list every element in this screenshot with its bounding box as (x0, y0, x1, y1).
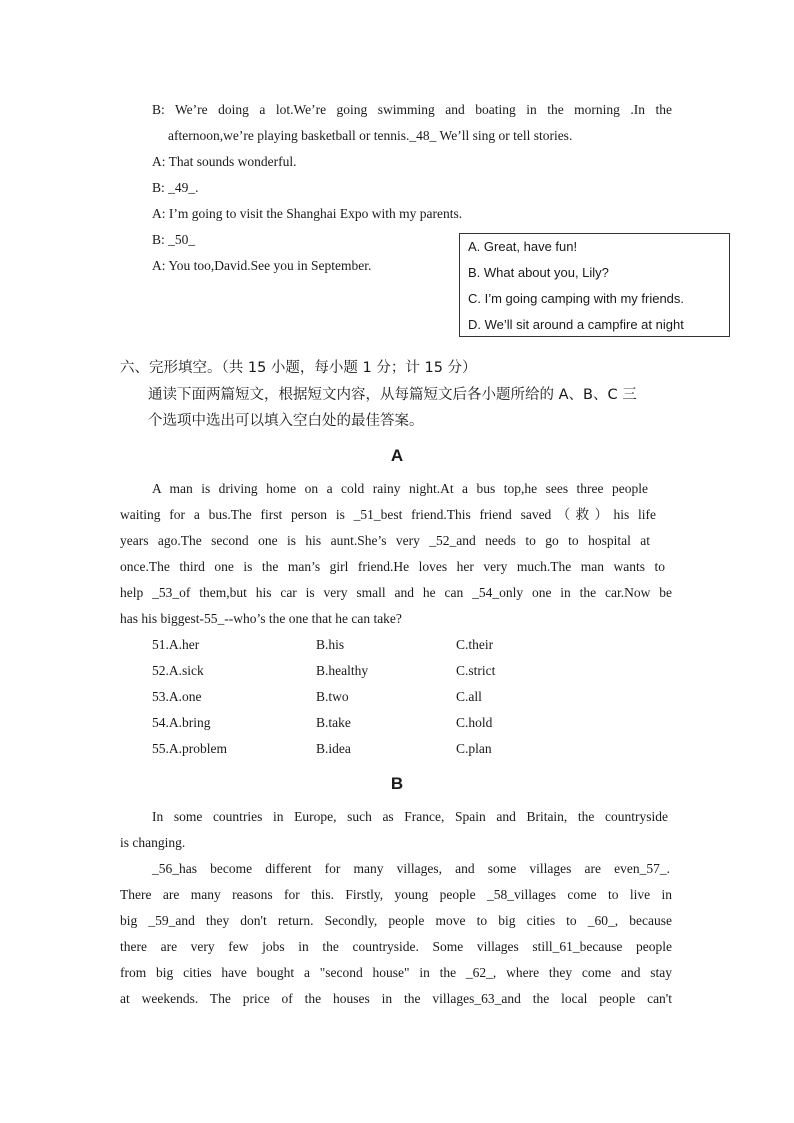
passage-b-line-8: at weekends. The price of the houses in the villages_63_and the local people can't (120, 991, 672, 1006)
q51-option-c: C.their (456, 637, 494, 652)
option-a: A. Great, have fun! (468, 239, 578, 254)
section-instruction-2: 个选项中选出可以填入空白处的最佳答案。 (148, 413, 424, 429)
passage-b-title: B (390, 774, 404, 793)
q53-option-b: B.two (316, 689, 349, 704)
passage-b-line-5: big _59_and they don't return. Secondly, people move to big cities to _60_, because (120, 913, 672, 928)
passage-a-line-4: once.The third one is the man’s girl friend.He loves her very much.The man wants to (120, 559, 665, 574)
passage-a-line-5: help _53_of them,but his car is very small and he can _54_only one in the car.Now be (120, 585, 672, 600)
q54-option-b: B.take (316, 715, 351, 730)
dialogue-line-5: A: I’m going to visit the Shanghai Expo with my parents. (152, 206, 463, 221)
section-instruction-1: 通读下面两篇短文，根据短文内容，从每篇短文后各小题所给的 A、B、C 三 (148, 387, 637, 403)
passage-b-line-3: _56_has become different for many villages, and some villages are even_57_. (152, 861, 670, 876)
q51-option-a: 51.A.her (152, 637, 200, 652)
q52-option-a: 52.A.sick (152, 663, 204, 678)
q54-option-c: C.hold (456, 715, 493, 730)
q55-option-c: C.plan (456, 741, 492, 756)
section-heading: 六、完形填空。（共 15 小题，每小题 1 分；计 15 分） (120, 360, 477, 376)
options-box (459, 233, 730, 337)
q55-option-a: 55.A.problem (152, 741, 227, 756)
dialogue-line-4: B: _49_. (152, 180, 199, 195)
passage-b-line-7: from big cities have bought a "second house" in the _62_, where they come and stay (120, 965, 672, 980)
q52-option-b: B.healthy (316, 663, 369, 678)
passage-a-line-6: has his biggest-55_--who’s the one that he can take? (120, 611, 402, 626)
q54-option-a: 54.A.bring (152, 715, 211, 730)
q53-option-a: 53.A.one (152, 689, 202, 704)
passage-b-line-1: In some countries in Europe, such as France, Spain and Britain, the countryside (152, 809, 668, 824)
passage-a-line-2: waiting for a bus.The first person is _51_best friend.This friend saved（救）his life (120, 507, 656, 522)
q52-option-c: C.strict (456, 663, 496, 678)
passage-b-line-6: there are very few jobs in the countryside. Some villages still_61_because people (120, 939, 672, 954)
q55-option-b: B.idea (316, 741, 351, 756)
dialogue-line-2: afternoon,we’re playing basketball or tennis._48_ We’ll sing or tell stories. (168, 128, 573, 143)
dialogue-line-1: B: We’re doing a lot.We’re going swimming and boating in the morning .In the (152, 102, 672, 117)
dialogue-line-7: A: You too,David.See you in September. (152, 258, 372, 273)
option-c: C. I’m going camping with my friends. (468, 291, 685, 306)
dialogue-line-3: A: That sounds wonderful. (152, 154, 297, 169)
option-b: B. What about you, Lily? (468, 265, 609, 280)
option-d: D. We’ll sit around a campfire at night (468, 317, 684, 332)
passage-b-line-4: There are many reasons for this. Firstly, young people _58_villages come to live in (120, 887, 672, 902)
q53-option-c: C.all (456, 689, 482, 704)
q51-option-b: B.his (316, 637, 345, 652)
passage-a-line-1: A man is driving home on a cold rainy night.At a bus top,he sees three people (152, 481, 648, 496)
passage-a-title: A (390, 446, 404, 465)
dialogue-line-6: B: _50_ (152, 232, 196, 247)
passage-a-line-3: years ago.The second one is his aunt.She’s very _52_and needs to go to hospital at (120, 533, 650, 548)
passage-b-line-2: is changing. (120, 835, 186, 850)
